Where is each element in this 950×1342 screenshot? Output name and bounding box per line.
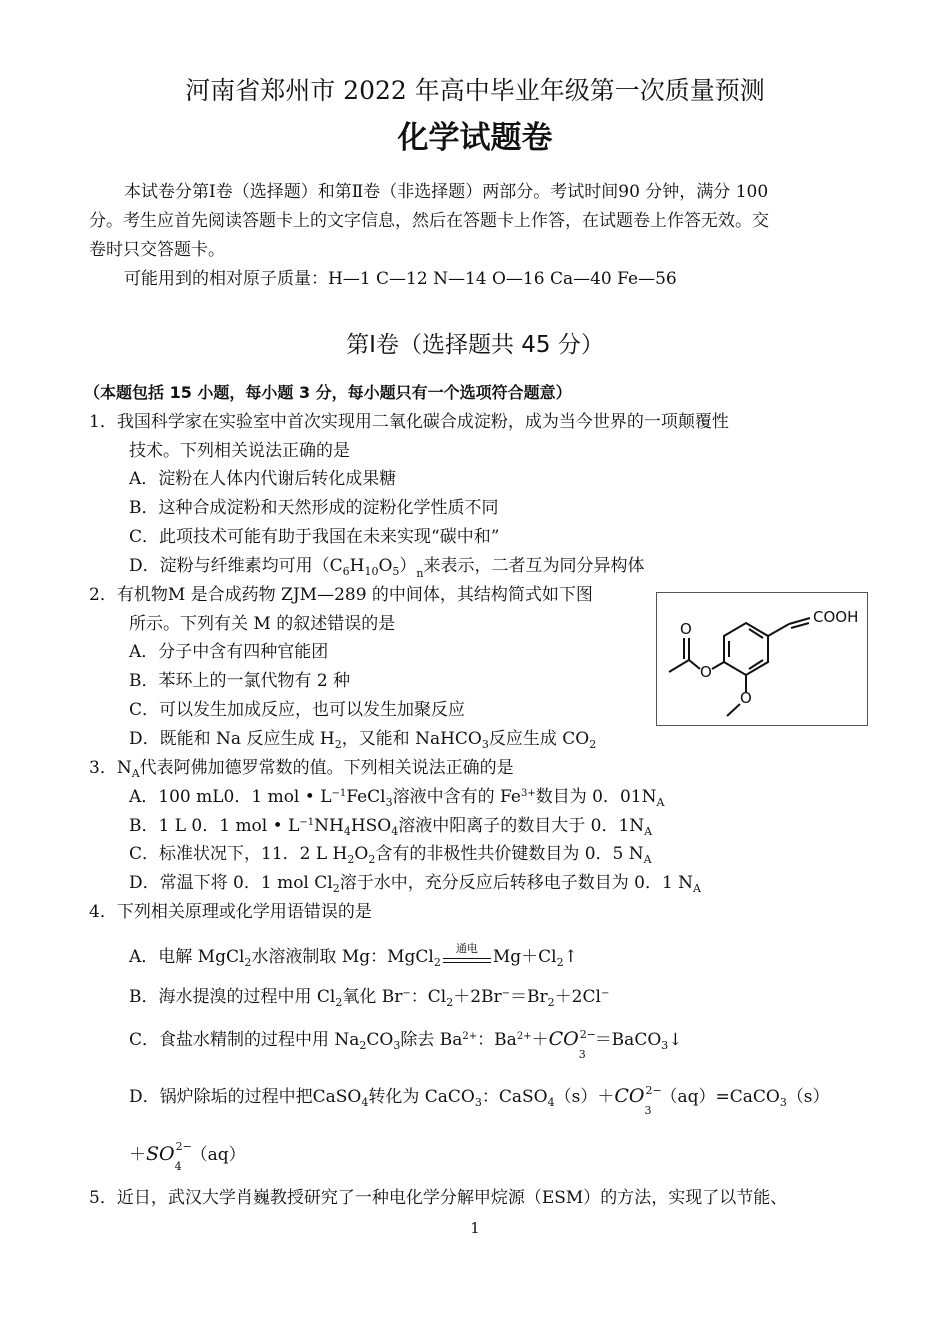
q1-option-c: C．此项技术可能有助于我国在未来实现“碳中和”	[129, 527, 500, 547]
intro-line-1: 本试卷分第Ⅰ卷（选择题）和第Ⅱ卷（非选择题）两部分。考试时间90 分钟，满分 100	[124, 182, 769, 202]
q1-stem-line-1: 1．我国科学家在实验室中首次实现用二氧化碳合成淀粉，成为当今世界的一项颠覆性	[89, 412, 729, 432]
page-number: 1	[470, 1219, 480, 1237]
q4-option-d: D．锅炉除垢的过程中把CaSO$_4$转化为 CaCO$_3$：CaSO$_4$（s）＋CO 2− 3 （aq）=CaCO$_3$（s）	[129, 1084, 830, 1117]
q3-option-a: A．100 mL0．1 mol • $L^{-1}FeCl_3$溶液中含有的 $Fe^{3+}$数目为 0．$01N_A$	[129, 787, 665, 809]
q2-option-a: A．分子中含有四种官能团	[129, 642, 329, 662]
molecule-structure-drawing	[657, 593, 867, 725]
q2-stem-line-1: 2．有机物M 是合成药物 ZJM—289 的中间体，其结构简式如下图	[89, 585, 593, 605]
q3-option-c: C．标准状况下，11．2 L $H_2O_2$含有的非极性共价键数目为 0．5 $N_A$	[129, 844, 652, 866]
q2-option-b: B．苯环上的一氯代物有 2 种	[129, 671, 351, 691]
q1-option-b: B．这种合成淀粉和天然形成的淀粉化学性质不同	[129, 498, 499, 518]
q1-option-d: D．淀粉与纤维素均可用$(C_6H_{10}O_5)_n$来表示，二者互为同分异构体	[129, 556, 645, 580]
section-instruction: （本题包括 15 小题，每小题 3 分，每小题只有一个选项符合题意）	[84, 383, 572, 402]
intro-line-3: 卷时只交答题卡。	[89, 240, 225, 260]
q3-option-d: D．常温下将 0．1 mol $Cl_2$溶于水中，充分反应后转移电子数目为 0．1 $N_A$	[129, 873, 701, 895]
q4-option-c: C．食盐水精制的过程中用 $Na_2CO_3$除去 $Ba^{2+}$：$Ba^{2+}+CO$ 2− 3 ＝BaCO$_3$↓	[129, 1028, 683, 1061]
q1-stem-line-2: 技术。下列相关说法正确的是	[129, 441, 350, 461]
atomic-masses: 可能用到的相对原子质量：H—1 C—12 N—14 O—16 Ca—40 Fe—56	[124, 269, 677, 289]
electrolysis-equals-sign: 通电	[441, 949, 493, 969]
cooh-label: COOH	[813, 608, 859, 626]
q3-option-b: B．1 L 0．1 mol • $L^{-1}NH_4HSO_4$溶液中阳离子的数目大于 0．$1N_A$	[129, 816, 653, 838]
q4-stem: 4．下列相关原理或化学用语错误的是	[89, 902, 372, 922]
svg-text:O: O	[740, 689, 752, 707]
section-heading: 第Ⅰ卷（选择题共 45 分）	[346, 332, 604, 358]
svg-text:O: O	[680, 620, 692, 638]
intro-line-2: 分。考生应首先阅读答题卡上的文字信息，然后在答题卡上作答，在试题卷上作答无效。交	[89, 211, 769, 231]
structural-formula-figure	[656, 592, 868, 726]
q1-option-a: A．淀粉在人体内代谢后转化成果糖	[129, 469, 397, 489]
q3-stem: 3．$N_A$代表阿佛加德罗常数的值。下列相关说法正确的是	[89, 758, 514, 780]
svg-text:O: O	[700, 663, 712, 681]
exam-subject-title: 化学试题卷	[397, 120, 553, 156]
q4-option-a: A．电解 MgCl$_2$水溶液制取 Mg：MgCl$_2$ 通电 $Mg+Cl_2↑$	[129, 942, 578, 969]
q4-option-d-continued: ＋SO 2− 4 （aq）	[129, 1140, 246, 1173]
exam-title: 河南省郑州市 2022 年高中毕业年级第一次质量预测	[185, 76, 765, 105]
q5-stem: 5．近日，武汉大学肖巍教授研究了一种电化学分解甲烷源（ESM）的方法，实现了以节能、	[89, 1188, 788, 1208]
q2-stem-line-2: 所示。下列有关 M 的叙述错误的是	[129, 614, 396, 634]
q2-option-d: D．既能和 Na 反应生成 $H_2$，又能和 NaHCO$_3$反应生成 $CO_2$	[129, 729, 597, 751]
q4-option-b: B．海水提溴的过程中用 $Cl_2$氧化 Br−：$Cl_2+2Br^-=Br_2+2Cl^-$	[129, 987, 610, 1009]
q2-option-c: C．可以发生加成反应，也可以发生加聚反应	[129, 700, 466, 720]
